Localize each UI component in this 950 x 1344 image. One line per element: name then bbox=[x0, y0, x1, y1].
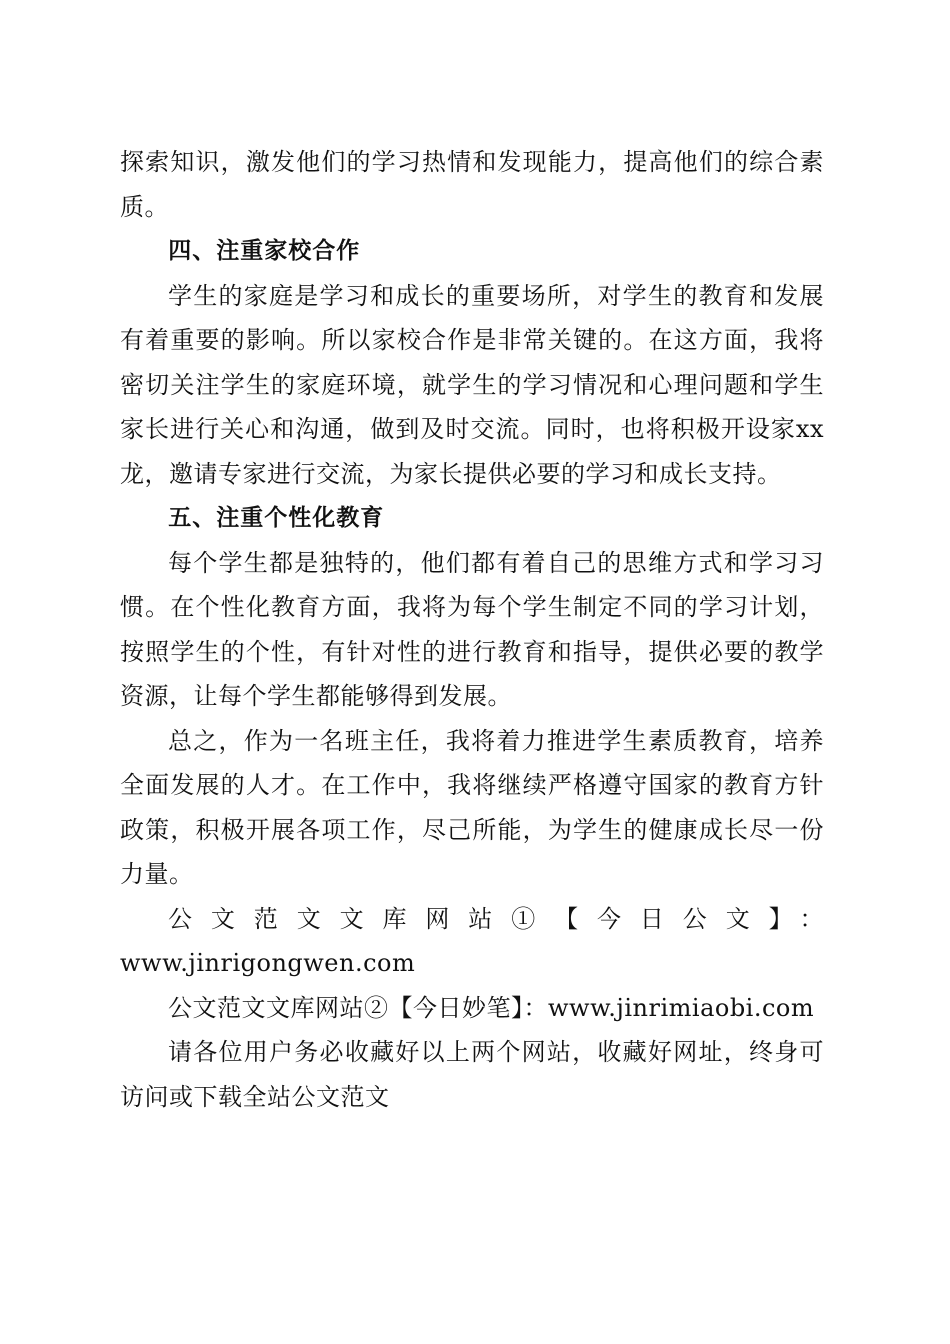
site1-label: 公文范文文库网站①【今日公文】： bbox=[168, 904, 824, 933]
notice-paragraph: 请各位用户务必收藏好以上两个网站，收藏好网址，终身可访问或下载全站公文范文 bbox=[120, 1038, 824, 1111]
site2-line[interactable]: 公文范文文库网站②【今日妙笔】：www.jinrimiaobi.com bbox=[168, 993, 815, 1022]
paragraph-section-5: 每个学生都是独特的，他们都有着自己的思维方式和学习习惯。在个性化教育方面，我将为每个学生制定不同的学习计划，按照学生的个性，有针对性的进行教育和指导，提供必要的教学资源，让每个学生都能够得到发展。 bbox=[120, 548, 824, 710]
heading-section-5: 五、注重个性化教育 bbox=[168, 505, 385, 531]
site1-url[interactable]: www.jinrigongwen.com bbox=[120, 949, 416, 977]
paragraph-conclusion: 总之，作为一名班主任，我将着力推进学生素质教育，培养全面发展的人才。在工作中，我将继续严格遵守国家的教育方针政策，积极开展各项工作，尽己所能，为学生的健康成长尽一份力量。 bbox=[120, 726, 824, 888]
paragraph-intro: 探索知识，激发他们的学习热情和发现能力，提高他们的综合素质。 bbox=[120, 148, 824, 221]
document-page bbox=[120, 140, 824, 1119]
paragraph-section-4: 学生的家庭是学习和成长的重要场所，对学生的教育和发展有着重要的影响。所以家校合作是非常关键的。在这方面，我将密切关注学生的家庭环境，就学生的学习情况和心理问题和学生家长进行关心和沟通，做到及时交流。同时，也将积极开设家xx龙，邀请专家进行交流，为家长提供必要的学习和成长支持。 bbox=[120, 281, 824, 488]
heading-section-4: 四、注重家校合作 bbox=[168, 238, 361, 264]
